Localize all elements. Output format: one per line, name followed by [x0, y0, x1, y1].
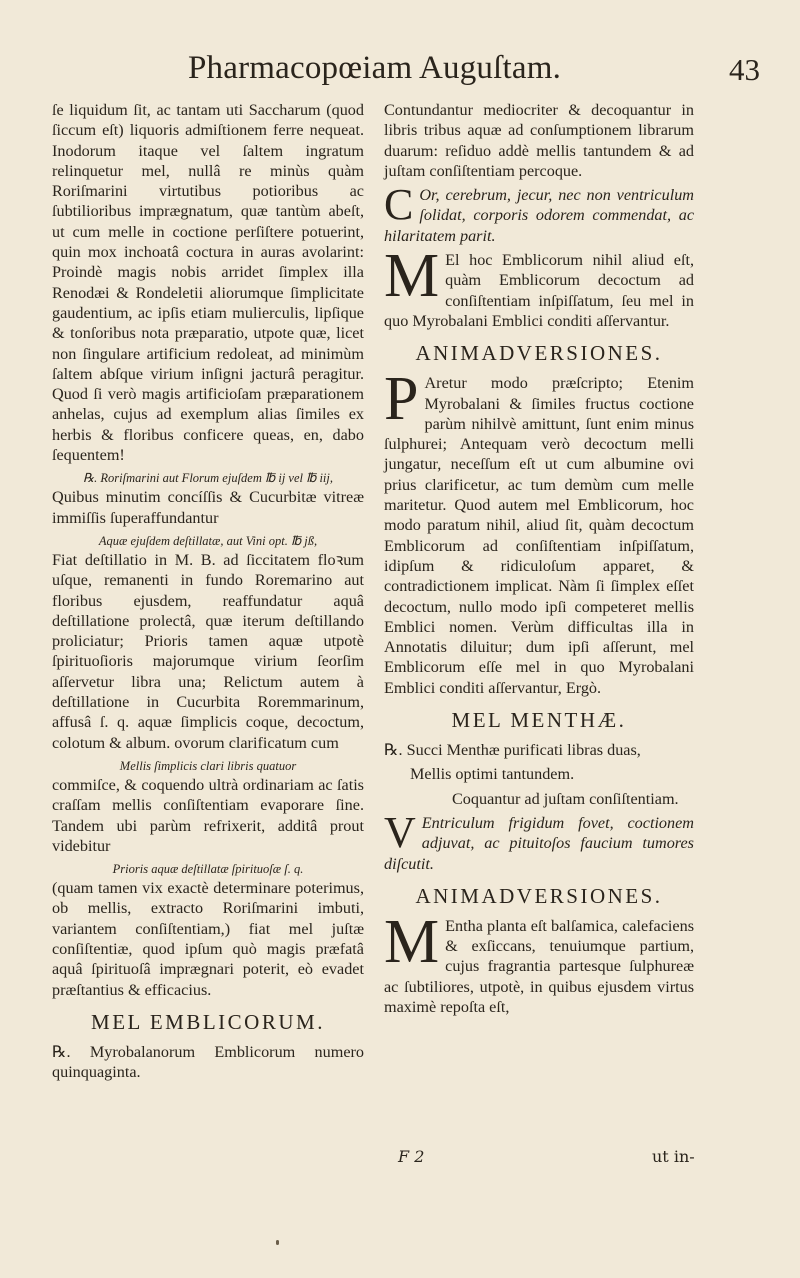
recipe-line: Prioris aquæ deſtillatæ ſpirituoſæ ſ. q. — [112, 862, 304, 877]
recipe-line: Coquantur ad juſtam conſiſtentiam. — [452, 789, 679, 808]
initial-paragraph — [384, 365, 694, 698]
paragraph: ℞. Myrobalanorum Emblicorum numero quinquaginta. — [52, 1042, 364, 1082]
paragraph: Aretur modo præſcripto; Etenim Myrobalani & ſimiles fructus coctione parùm nihilvè amittunt, ſunt enim minus ſulphurei; Antequam verò decoctum melli jungatur, neceſſum eſt ut cum albumine ovi prius clarificetur, ac tum demùm cum melle maritetur. Quod autem mel Emblicorum, hoc modo paratum nihil, aliud ſit, quàm decoctum Emblicorum ad conſiſtentiam inſpiſſatum, idipſum & ridiculoſum apparet, & contradictionem implicat. Nàm ſi ſimplex eſſet decoctum, nullo modo ipſi competeret mellis Emblici nomen. Verùm difficultas illa in Annotatis diluitur; dum ipſi aſſerunt, mel Emblicorum eſſe mel in quo Myrobalani Emblici conditi aſſervantur, Ergò. — [384, 374, 694, 697]
drop-cap: M — [384, 242, 440, 311]
right-column — [384, 100, 694, 1021]
recipe-line: ℞. Succi Menthæ purificati libras duas, — [384, 741, 641, 760]
drop-cap: V — [384, 807, 416, 857]
paragraph: (quam tamen vix exactè determinare poterimus, ob mellis, extracto Roriſmarini imbuti, variantem conſiſtentiam,) fiat mel juſtæ conſiſtentiæ, quod ipſum quò magis præfatâ aquâ ſpirituoſâ imprægnari poterit, eò evadet præſtantius & efficacius. — [52, 879, 364, 999]
paragraph: commiſce, & coquendo ultrà ordinariam ac ſatis craſſam mellis conſiſtentiam evaporare ſine. Tandem ubi parùm refrixerit, additâ prout videbitur — [52, 775, 364, 855]
page-number: 43 — [729, 52, 760, 87]
recipe-line: Aquæ ejuſdem deſtillatæ, aut Vini opt. ℔ jß, — [98, 533, 318, 548]
catchword: ut in- — [652, 1147, 695, 1166]
running-head — [150, 50, 770, 96]
paragraph: Entriculum frigidum fovet, coctionem adjuvat, ac pituitoſos faucium tumores diſcutit. — [384, 813, 694, 873]
left-column — [52, 100, 364, 1086]
drop-cap: P — [384, 365, 419, 434]
drop-cap: M — [384, 907, 440, 976]
recipe-line: Mellis optimi tantundem. — [410, 765, 575, 784]
recipe-line: Mellis ſimplicis clari libris quatuor — [119, 758, 297, 773]
recipe-line: ℞. Roriſmarini aut Florum ejuſdem ℔ ij vel ℔ iij, — [82, 471, 334, 486]
paragraph: Contundantur mediocriter & decoquantur in libris tribus aquæ ad conſumptionem librarum duarum: reſiduo addè mellis tantundem & ad juſtam conſiſtentiam percoque. — [384, 101, 694, 180]
section-heading: MEL MENTHÆ. — [451, 708, 627, 733]
paragraph: ſe liquidum ſit, ac tantam uti Saccharum (quod ſiccum eſt) liquoris admiſtionem ferre nequeat. Inodorum itaque vel ſaltem ingratum relinquetur mel, nullâ re minùs quàm Roriſmarini virtutibus potioribus ac ſubtilioribus imprægnatum, quæ tantùm abeſt, ut cum melle in coctione perſiſtere potuerint, quin mox inchoatâ coctura in auras avolarint: Proindè magis nobis arridet ſimplex illa Renodæi & Rondeletii aliorumque ſimplicitate gaudentium, ac ipſis etiam mulierculis, lipſique & tonſoribus nota præparatio, utpote quæ, licet non ſingulare artificium redoleat, ad minimùm ſaltem abſque virium inſigni jacturâ peragitur. Quod ſi verò magis artificioſam præparationem anhelas, cujus ad exemplum alias ſimiles ex herbis & floribus conficere queas, en, dabo ſequentem! — [52, 101, 364, 465]
paragraph: Entha planta eſt balſamica, calefaciens & exſiccans, tenuiumque partium, cujus fragrantia partesque ſulphureæ ac ſubtiliores, utpotè, in quibus ejusdem virtus maximè repoſta eſt, — [384, 916, 694, 1016]
section-heading: ANIMADVERSIONES. — [415, 883, 663, 908]
page-title: Pharmacopœiam Auguſtam. — [188, 50, 562, 86]
initial-paragraph — [384, 907, 694, 1017]
signature-mark: F 2 — [398, 1147, 425, 1166]
ink-dot — [276, 1240, 279, 1245]
paragraph: El hoc Emblicorum nihil aliud eſt, quàm Emblicorum decoctum ad conſiſtentiam inſpiſſatum, ſeu mel in quo Myrobalani Emblici conditi aſſervantur. — [384, 251, 694, 330]
paragraph: Or, cerebrum, jecur, nec non ventriculum ſolidat, corporis odorem commendat, ac hilaritatem parit. — [384, 186, 694, 245]
section-heading: ANIMADVERSIONES. — [415, 341, 663, 366]
paragraph: Quibus minutim concíſſis & Cucurbitæ vitreæ immiſſis ſuperaffundantur — [52, 488, 364, 527]
initial-paragraph — [384, 242, 694, 331]
section-heading: MEL EMBLICORUM. — [91, 1009, 325, 1034]
drop-cap: C — [384, 180, 414, 230]
initial-paragraph — [384, 180, 694, 246]
initial-paragraph — [384, 807, 694, 874]
paragraph: Fiat deſtillatio in M. B. ad ſiccitatem floꝛum uſque, remanenti in fundo Roremarino aut floribus ejusdem, reaffundatur aquâ deſtillatione prolectâ, quæ iterum deſtillando proliciatur; Prioris tamen aquæ utpotè ſpirituoſioris majorumque virium ſeorſim aſſervetur libra una; Relictum autem à deſtillatione in Cucurbita Roremmarinum, affusâ ſ. q. aquæ ſimplicis coque, decoctum, colotum & album. ovorum clarificatum cum — [52, 550, 364, 752]
